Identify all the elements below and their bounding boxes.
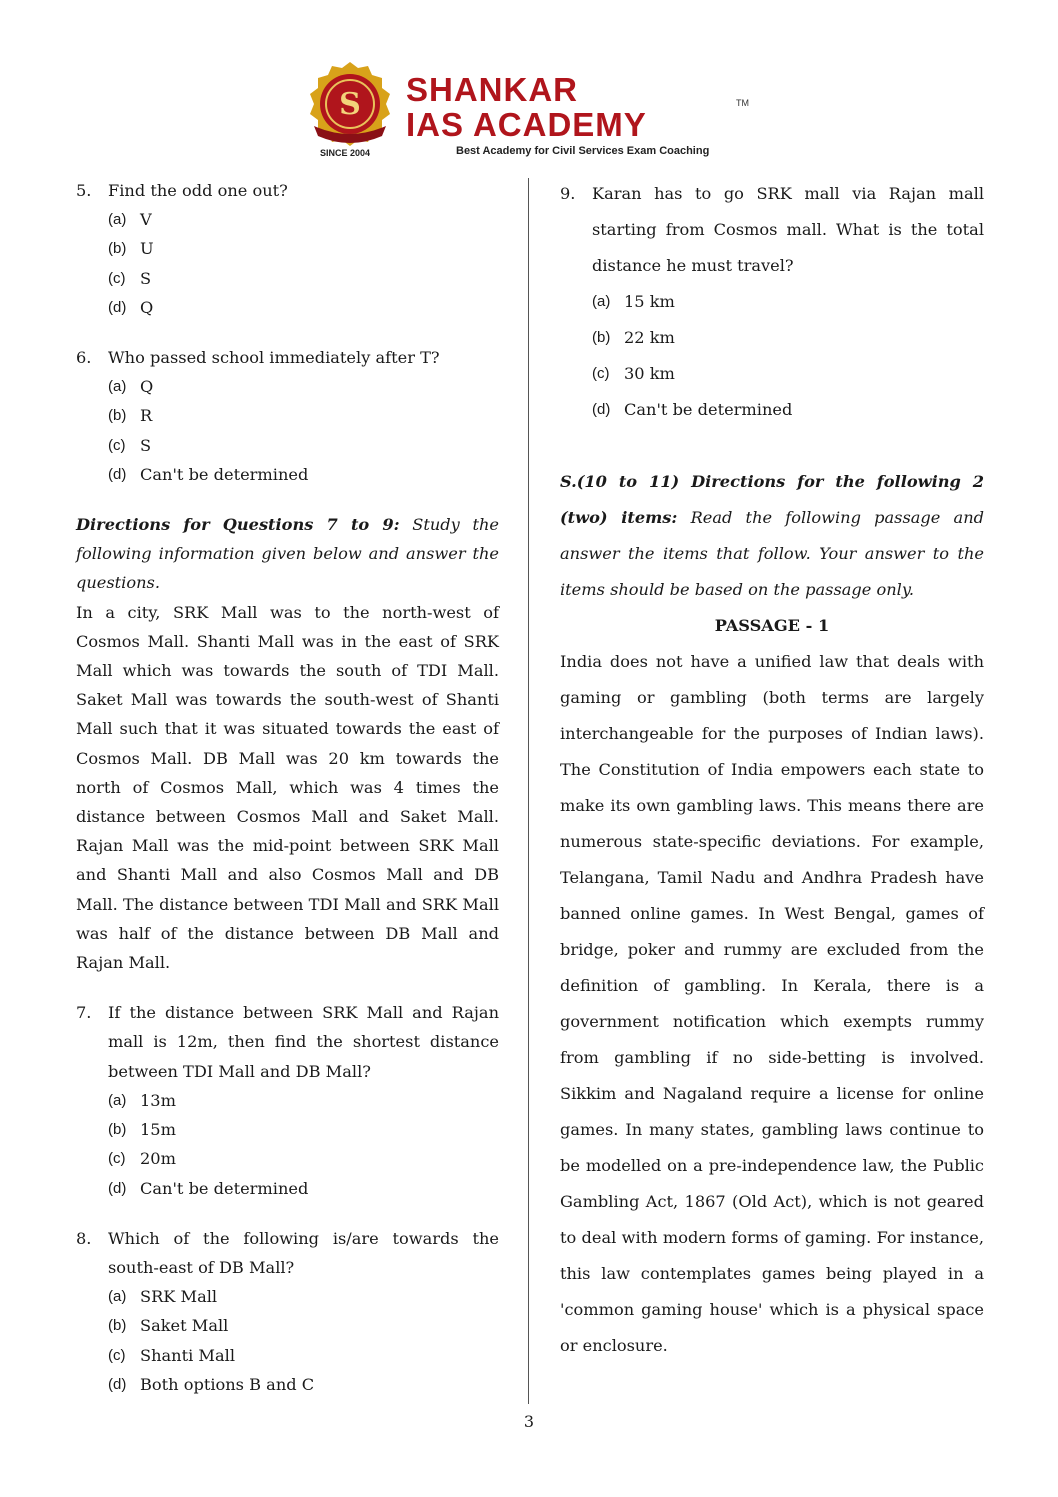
left-column [76, 176, 499, 1399]
q6-option-a: (a) Q [108, 377, 154, 397]
q9-option-a: (a) 15 km [592, 292, 675, 311]
q9-option-d: (d) Can't be determined [592, 400, 793, 419]
q8-option-a: (a) SRK Mall [108, 1287, 218, 1307]
since-label: SINCE 2004 [320, 148, 371, 158]
question-9: 9. Karan has to go SRK mall via Rajan mall starting from Cosmos mall. What is the total distance he must travel? [560, 184, 984, 275]
question-7: 7. If the distance between SRK Mall and Rajan mall is 12m, then find the shortest distance between TDI Mall and DB Mall? [76, 1003, 499, 1081]
tagline: Best Academy for Civil Services Exam Coaching [456, 145, 710, 157]
directions-10-to-11: S.(10 to 11) Directions for the following 2 (two) items: Read the following passage and answer the items that follow. Your answer to the items should be based on the passage only. [560, 472, 984, 599]
q5-option-b: (b) U [108, 239, 154, 259]
q8-option-b: (b) Saket Mall [108, 1316, 229, 1336]
seal-icon [308, 60, 392, 152]
q5-option-d: (d) Q [108, 297, 154, 317]
q9-option-b: (b) 22 km [592, 328, 675, 347]
logo-line-shankar: SHANKAR [406, 71, 578, 108]
q6-option-c: (c) S [108, 435, 152, 455]
academy-logo [300, 56, 760, 160]
q7-option-a: (a) 13m [108, 1090, 176, 1110]
q6-option-b: (b) R [108, 406, 153, 426]
logo-line-ias-academy: IAS ACADEMY [406, 106, 647, 143]
passage-title: PASSAGE - 1 [714, 616, 830, 635]
q6-option-d: (d) Can't be determined [108, 464, 309, 484]
q9-option-c: (c) 30 km [592, 364, 675, 383]
q7-option-d: (d) Can't be determined [108, 1178, 309, 1198]
question-8: 8. Which of the following is/are towards the south-east of DB Mall? [76, 1228, 499, 1277]
q8-option-c: (c) Shanti Mall [108, 1345, 235, 1365]
passage-malls: In a city, SRK Mall was to the north-west of Cosmos Mall. Shanti Mall was in the east of SRK Mall which was towards the south of TDI Mall. Saket Mall was towards the south-west of Shanti Mall such that it was situated towards the east of Cosmos Mall. DB Mall was 20 km towards the north of Cosmos Mall, which was 4 times the distance between Cosmos Mall and Saket Mall. Rajan Mall was the mid-point between SRK Mall and Shanti Mall and also Cosmos Mall and DB Mall. The distance between TDI Mall and SRK Mall was half of the distance between DB Mall and Rajan Mall. [76, 602, 499, 973]
question-6: 6. Who passed school immediately after T? [76, 348, 440, 368]
passage-gambling-law: India does not have a unified law that deals with gaming or gambling (both terms are largely interchangeable for the purposes of Indian laws). The Constitution of India empowers each state to make its own gambling laws. This means there are numerous state-specific deviations. For example, Telangana, Tamil Nadu and Andhra Pradesh have banned online games. In West Bengal, games of bridge, poker and rummy are excluded from the definition of gambling. In Kerala, there is a government notification which exempts rummy from gambling if no side-betting is involved. Sikkim and Nagaland require a license for online games. In many states, gambling laws continue to be modelled on a pre-independence law, the Public Gambling Act, 1867 (Old Act), which is not geared to deal with modern forms of gaming. For instance, this law contemplates games being played in a 'common gaming house' which is a physical space or enclosure. [560, 652, 984, 1355]
page-number: 3 [523, 1412, 535, 1431]
trademark: TM [736, 98, 749, 108]
q5-option-c: (c) S [108, 268, 152, 288]
question-5: 5. Find the odd one out? [76, 181, 288, 200]
q8-option-d: (d) Both options B and C [108, 1374, 315, 1394]
q7-option-b: (b) 15m [108, 1120, 176, 1140]
right-column [560, 176, 984, 1364]
directions-7-to-9: Directions for Questions 7 to 9: Study the following information given below and answer the questions. [76, 515, 499, 593]
q5-option-a: (a) V [108, 210, 152, 230]
q7-option-c: (c) 20m [108, 1149, 176, 1169]
column-divider [528, 178, 529, 1404]
svg-text:S: S [339, 87, 361, 122]
